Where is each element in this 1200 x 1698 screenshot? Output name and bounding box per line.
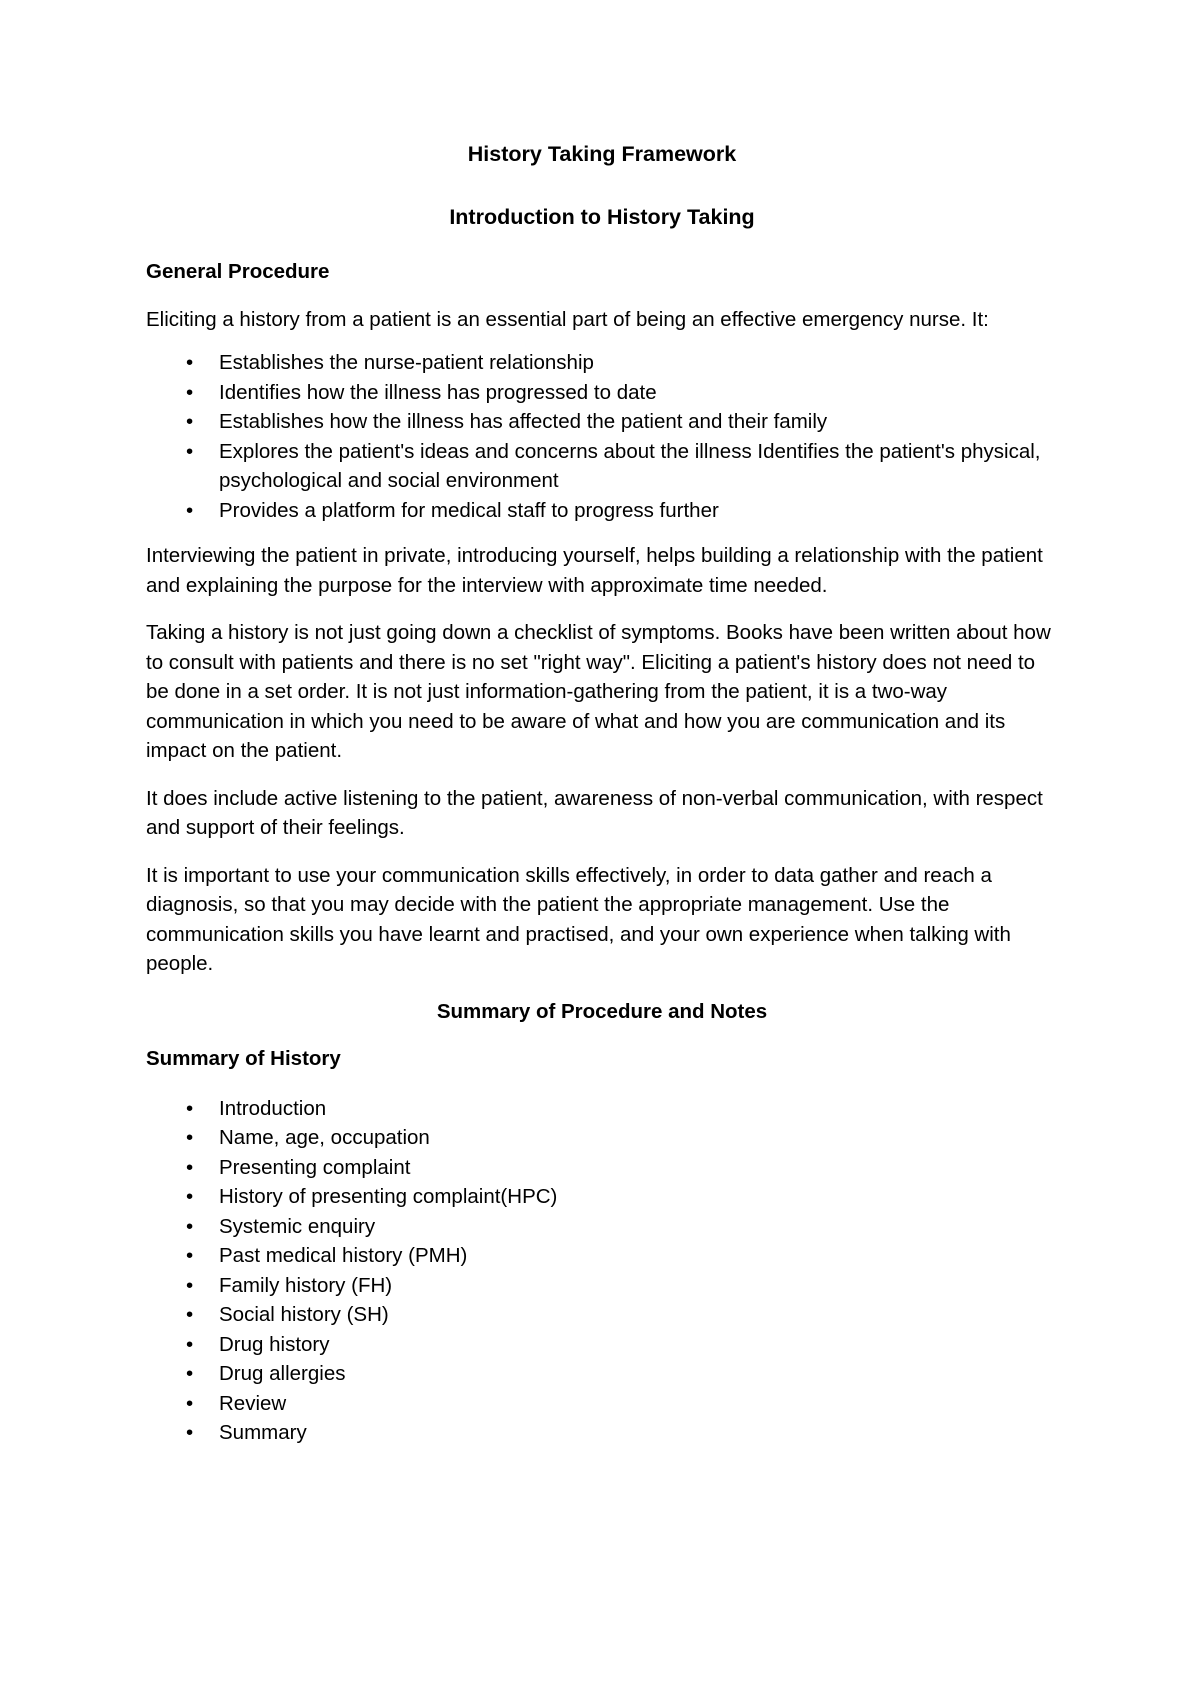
document-content	[146, 140, 1058, 1464]
bullet-icon: •	[186, 1273, 194, 1297]
body-paragraph: It is important to use your communication skills effectively, in order to data gather and reach a diagnosis, so that you may decide with the patient the appropriate management. Use the communication skills you have learnt and practised, and your own experience when talking with people.	[146, 863, 1011, 975]
list-item-text: Establishes how the illness has affected the patient and their family	[219, 410, 828, 433]
intro-paragraph: Eliciting a history from a patient is an essential part of being an effective emergency nurse. It:	[146, 307, 989, 331]
list-item	[146, 1094, 1058, 1124]
list-item	[146, 1359, 1058, 1389]
bullet-icon: •	[186, 1214, 194, 1238]
bullet-icon: •	[186, 1391, 194, 1415]
list-item	[146, 1153, 1058, 1183]
list-item-text: Social history (SH)	[219, 1303, 389, 1326]
list-item	[146, 1123, 1058, 1153]
document-subtitle: Introduction to History Taking	[449, 204, 755, 229]
list-item	[146, 1271, 1058, 1301]
body-paragraph: Taking a history is not just going down a checklist of symptoms. Books have been written about how to consult with patients and there is no set "right way". Eliciting a patient's history does not need to be done in a set order. It is not just information-gathering from the patient, it is a two-way communication in which you need to be aware of what and how you are communication and its impact on the patient.	[146, 621, 1051, 762]
bullet-icon: •	[186, 1096, 194, 1120]
body-paragraph: It does include active listening to the patient, awareness of non-verbal communication, with respect and support of their feelings.	[146, 786, 1043, 839]
benefits-list	[146, 348, 1058, 525]
list-item	[146, 1241, 1058, 1271]
bullet-icon: •	[186, 498, 194, 522]
bullet-icon: •	[186, 1155, 194, 1179]
list-item	[146, 1418, 1058, 1448]
bullet-icon: •	[186, 351, 194, 374]
list-item-text: Presenting complaint	[219, 1155, 411, 1179]
list-item	[146, 1182, 1058, 1212]
subsection-heading-summary-of-history: Summary of History	[146, 1047, 341, 1070]
document-title: History Taking Framework	[467, 142, 737, 166]
list-item-text: Name, age, occupation	[219, 1126, 430, 1149]
list-item-text: Drug history	[219, 1332, 330, 1356]
list-item	[146, 1212, 1058, 1242]
section-heading-general-procedure: General Procedure	[146, 260, 330, 283]
list-item-text: Introduction	[219, 1096, 327, 1120]
section-heading-summary-of-procedure: Summary of Procedure and Notes	[436, 999, 768, 1023]
list-item-text: Past medical history (PMH)	[219, 1244, 468, 1267]
list-item	[146, 437, 1058, 496]
list-item-text: Systemic enquiry	[219, 1214, 376, 1238]
list-item-text: Family history (FH)	[219, 1273, 393, 1297]
list-item-text: Explores the patient's ideas and concerns about the illness Identifies the patient's physical, psychological and social environment	[219, 439, 1041, 492]
list-item-text: Review	[219, 1391, 287, 1415]
bullet-icon: •	[186, 439, 194, 463]
list-item-text: Provides a platform for medical staff to progress further	[219, 498, 719, 522]
list-item	[146, 348, 1058, 378]
list-item	[146, 407, 1058, 437]
bullet-icon: •	[186, 1421, 194, 1444]
list-item-text: History of presenting complaint(HPC)	[219, 1185, 558, 1208]
bullet-icon: •	[186, 1185, 194, 1208]
bullet-icon: •	[186, 1362, 194, 1385]
list-item-text: Drug allergies	[219, 1362, 346, 1385]
list-item-text: Establishes the nurse-patient relationship	[219, 351, 594, 374]
bullet-icon: •	[186, 380, 194, 404]
list-item-text: Summary	[219, 1421, 307, 1444]
list-item	[146, 1389, 1058, 1419]
list-item	[146, 1300, 1058, 1330]
list-item	[146, 496, 1058, 526]
bullet-icon: •	[186, 410, 194, 433]
list-item	[146, 378, 1058, 408]
bullet-icon: •	[186, 1244, 194, 1267]
bullet-icon: •	[186, 1126, 194, 1149]
list-item	[146, 1330, 1058, 1360]
bullet-icon: •	[186, 1303, 194, 1326]
body-paragraph: Interviewing the patient in private, introducing yourself, helps building a relationship with the patient and explaining the purpose for the interview with approximate time needed.	[146, 544, 1043, 597]
history-summary-list	[146, 1094, 1058, 1448]
list-item-text: Identifies how the illness has progressed to date	[219, 380, 657, 404]
bullet-icon: •	[186, 1332, 194, 1356]
